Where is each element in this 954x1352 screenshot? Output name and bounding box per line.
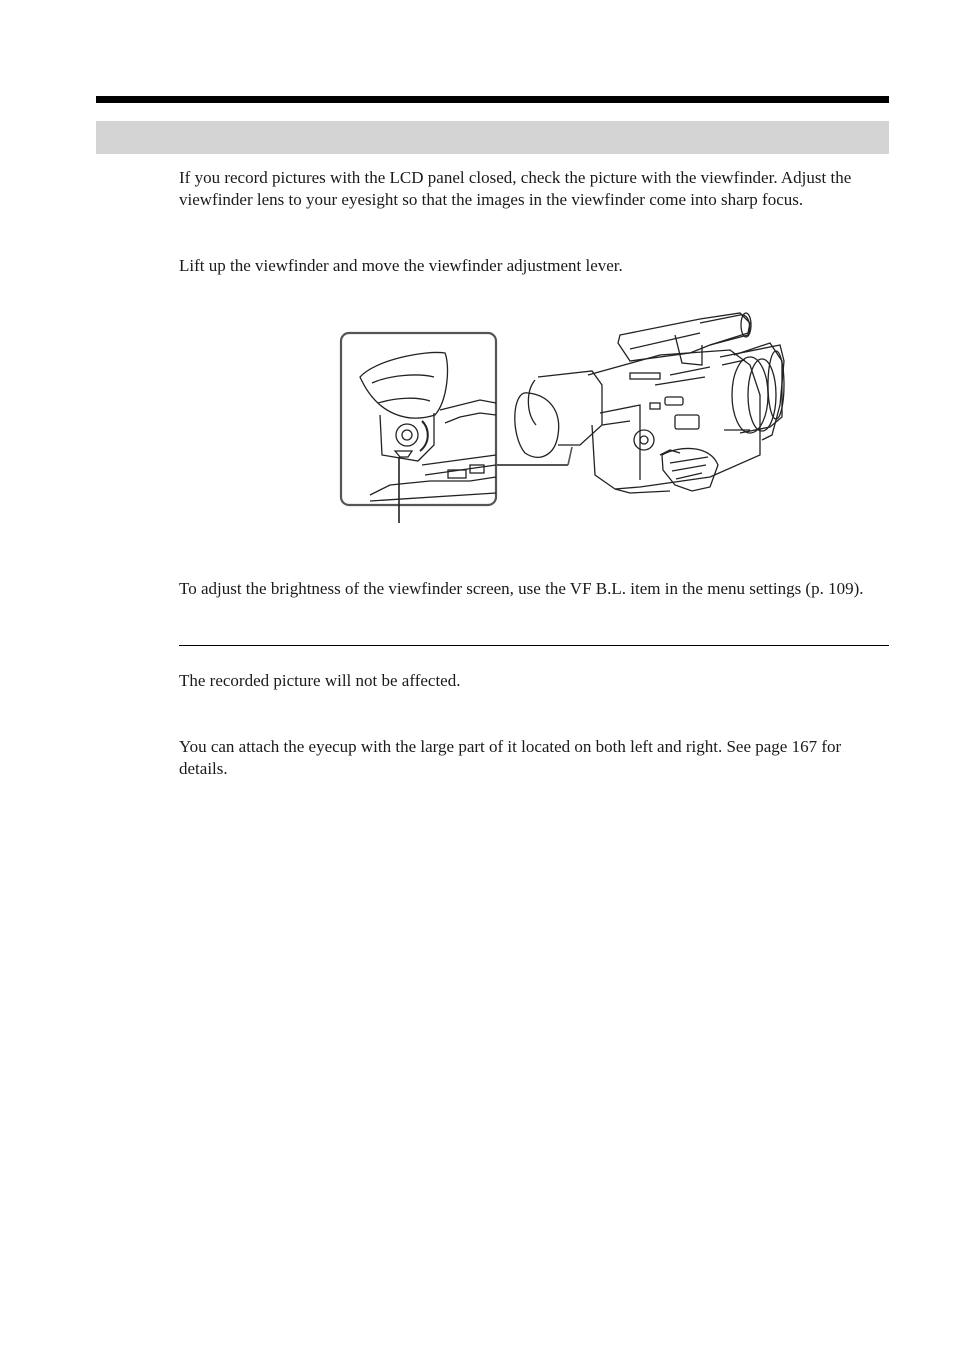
note-eyecup: You can attach the eyecup with the large part of it located on both left and right. See page 167 for details. (179, 737, 842, 778)
section-heading-bar (96, 121, 889, 154)
notes-divider (179, 645, 889, 646)
inset-detail (341, 333, 496, 523)
top-heading-rule (96, 96, 889, 103)
brightness-note: To adjust the brightness of the viewfinder screen, use the VF B.L. item in the menu settings (p. 109). (179, 579, 864, 598)
note-recorded-picture: The recorded picture will not be affected. (179, 671, 461, 690)
step-instruction: Lift up the viewfinder and move the viewfinder adjustment lever. (179, 256, 623, 275)
viewfinder-illustration (330, 305, 790, 530)
intro-paragraph: If you record pictures with the LCD panel closed, check the picture with the viewfinder. Adjust the viewfinder lens to your eyesight so that the images in the viewfinder come into sharp focus. (179, 168, 852, 209)
